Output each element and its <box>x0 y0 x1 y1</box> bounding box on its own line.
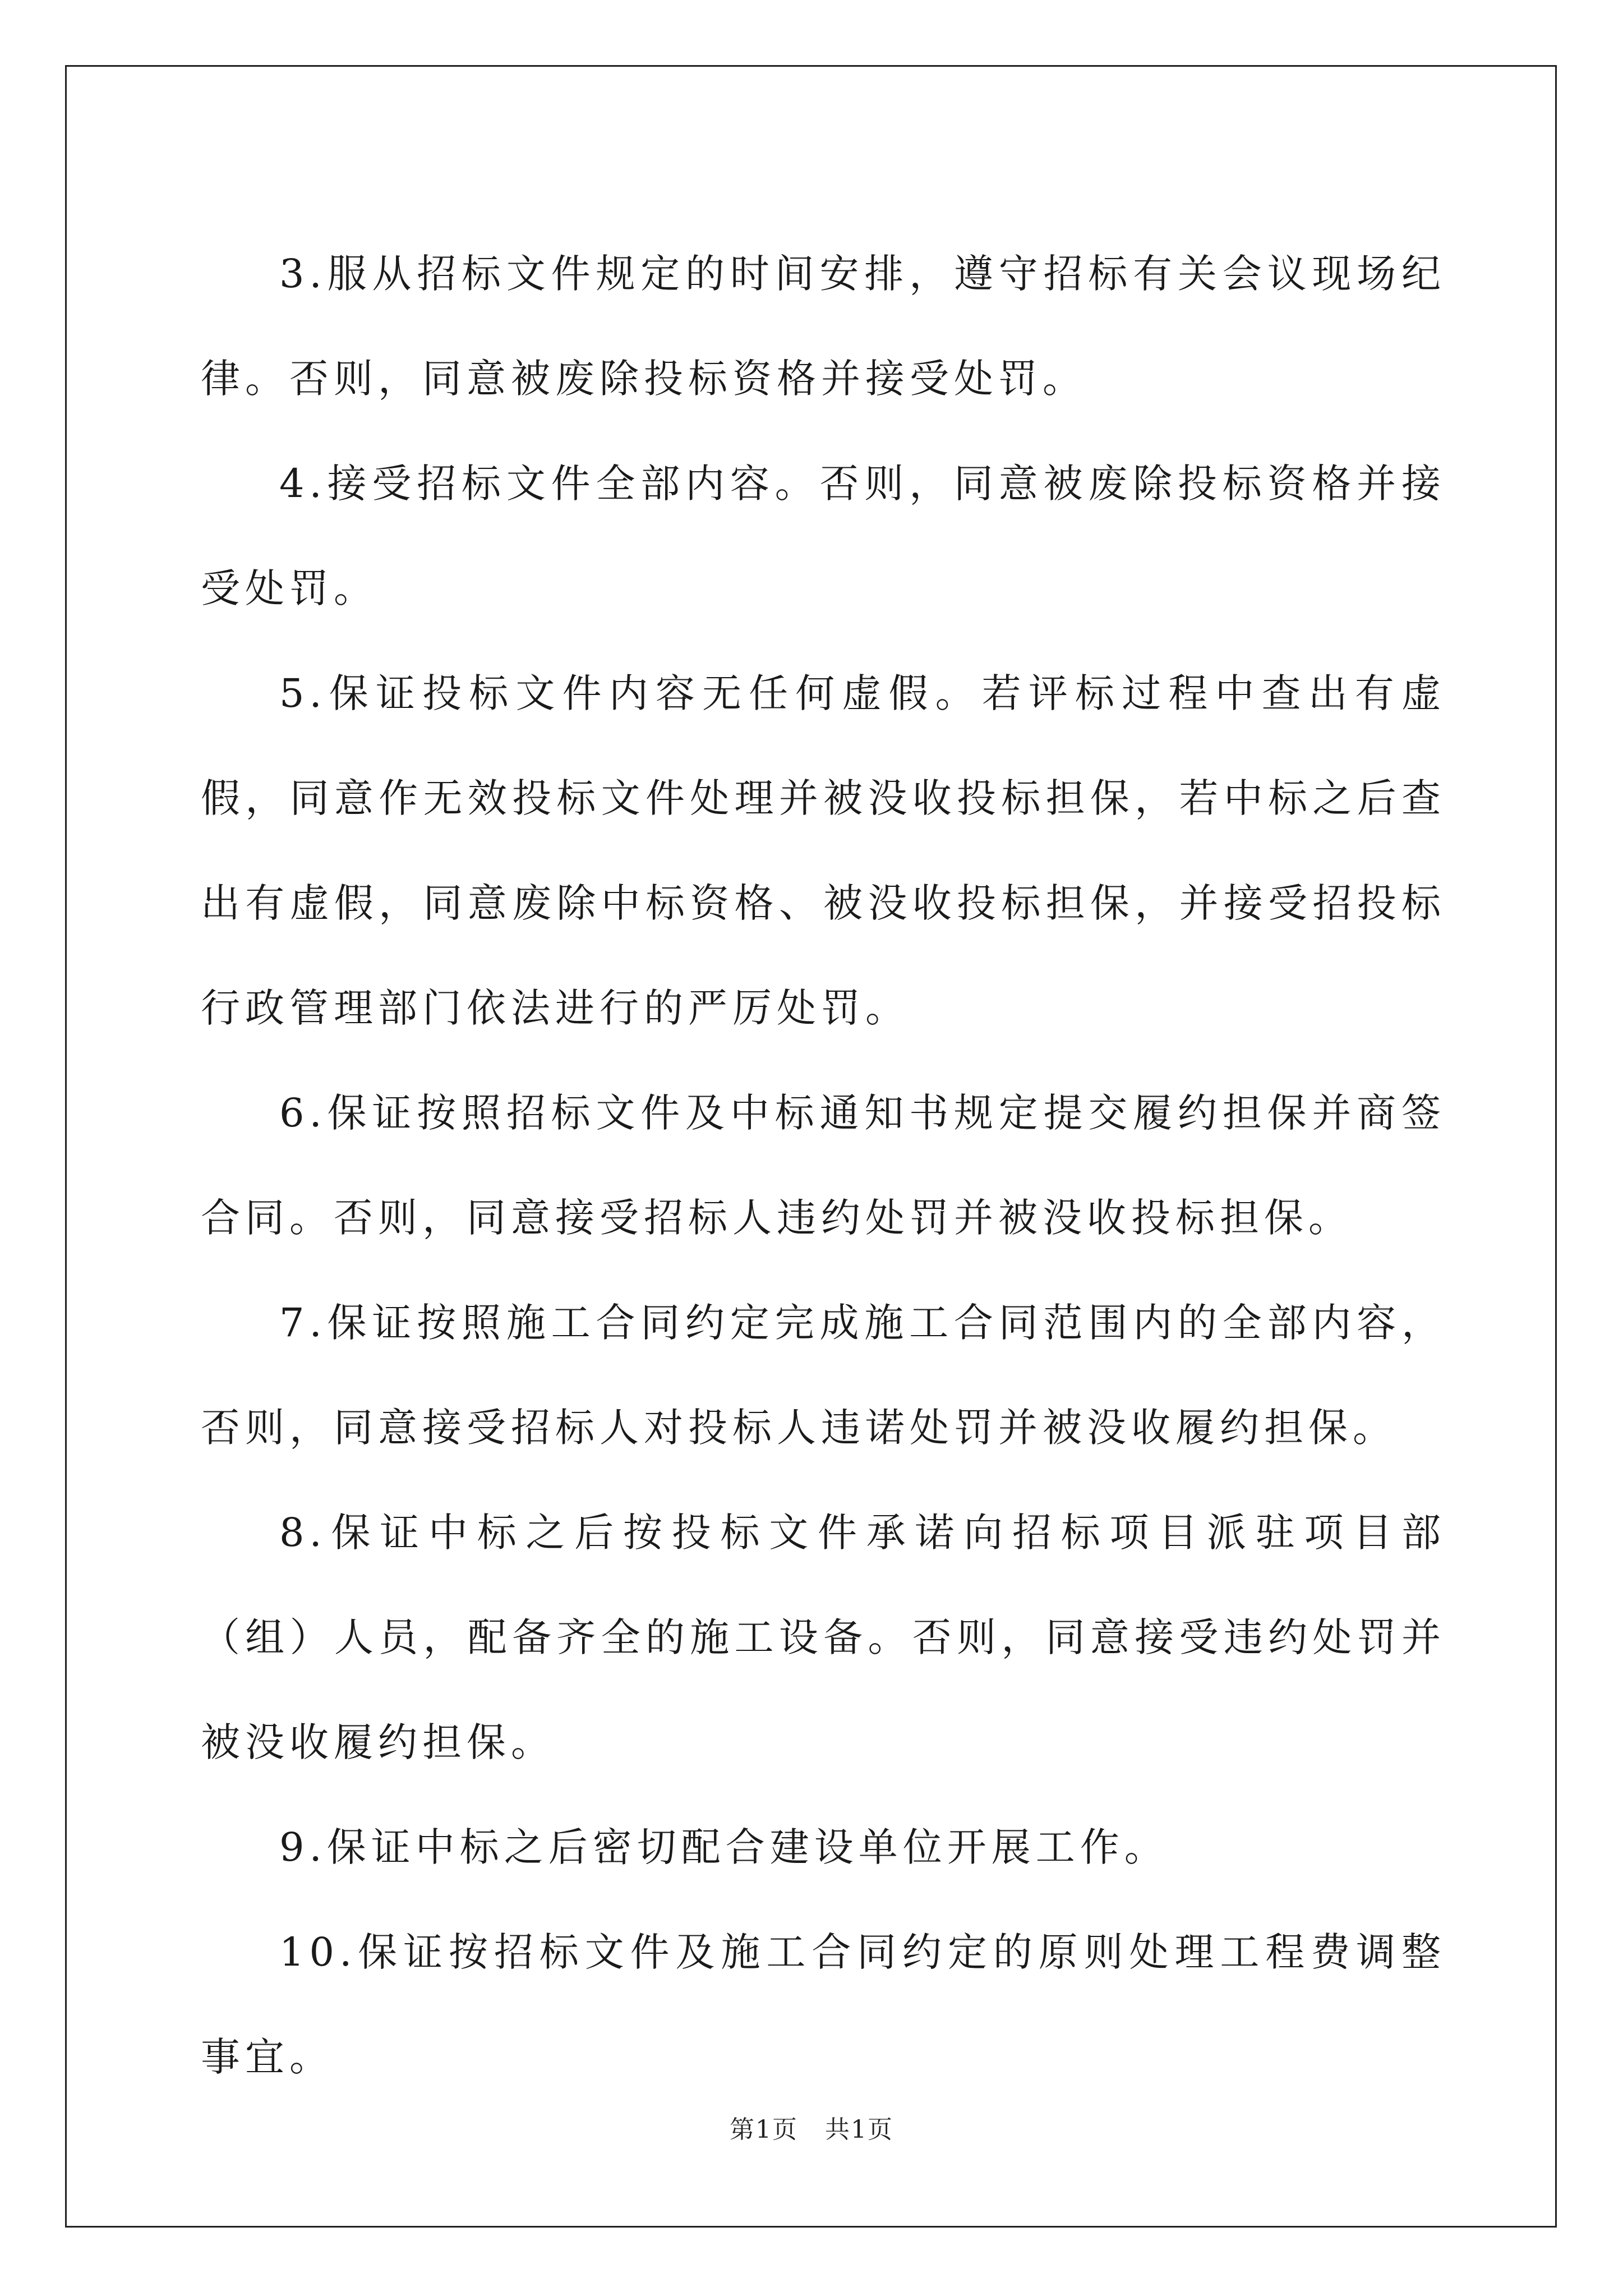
page-footer <box>0 2109 1623 2145</box>
paragraph-item-4: 4.接受招标文件全部内容。否则，同意被废除投标资格并接受处罚。 <box>201 461 1446 611</box>
paragraph-item-6: 6.保证按照招标文件及中标通知书规定提交履约担保并商签合同。否则，同意接受招标人违约处罚并被没收投标担保。 <box>201 1090 1446 1241</box>
paragraph-item-8: 8.保证中标之后按投标文件承诺向招标项目派驻项目部（组）人员，配备齐全的施工设备。否则，同意接受违约处罚并被没收履约担保。 <box>201 1510 1446 1765</box>
paragraph-item-10: 10.保证按招标文件及施工合同约定的原则处理工程费调整事宜。 <box>201 1929 1446 2080</box>
paragraph-item-7: 7.保证按照施工合同约定完成施工合同范围内的全部内容，否则，同意接受招标人对投标人违诺处罚并被没收履约担保。 <box>201 1300 1446 1451</box>
footer-spacer <box>798 2115 825 2144</box>
document-body <box>201 222 1446 2110</box>
paragraph-item-3: 3.服从招标文件规定的时间安排，遵守招标有关会议现场纪律。否则，同意被废除投标资格并接受处罚。 <box>201 251 1446 402</box>
page-number-current: 第1页 <box>730 2115 799 2144</box>
paragraph-item-5: 5.保证投标文件内容无任何虚假。若评标过程中查出有虚假，同意作无效投标文件处理并被没收投标担保，若中标之后查出有虚假，同意废除中标资格、被没收投标担保，并接受招投标行政管理部门依法进行的严厉处罚。 <box>201 670 1446 1031</box>
paragraph-item-9: 9.保证中标之后密切配合建设单位开展工作。 <box>279 1824 1169 1870</box>
page-number-total: 共1页 <box>824 2115 893 2144</box>
